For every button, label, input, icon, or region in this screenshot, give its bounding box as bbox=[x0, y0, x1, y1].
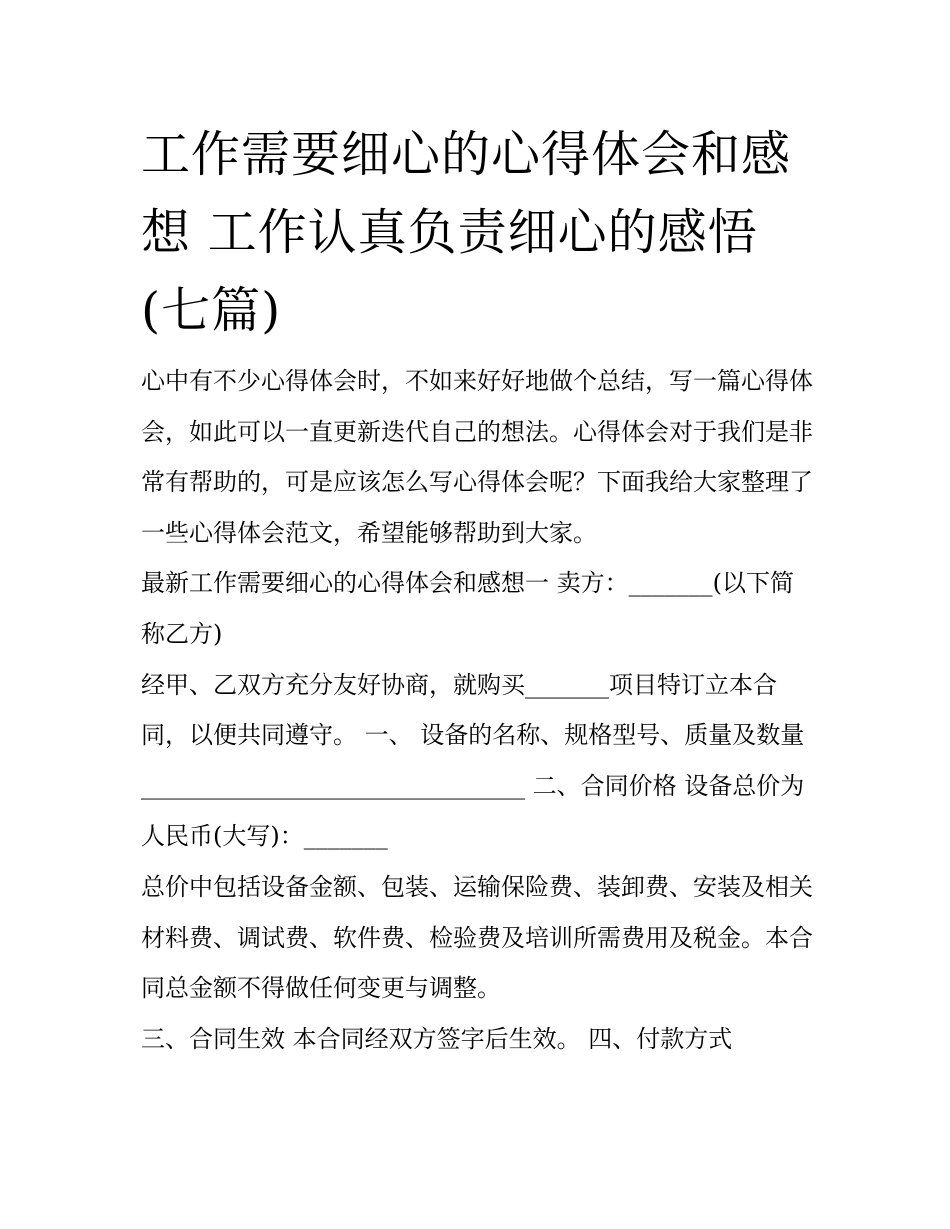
document-body bbox=[141, 356, 813, 1064]
paragraph-effective: 三、合同生效 本合同经双方签字后生效。 四、付款方式 bbox=[141, 1024, 733, 1053]
paragraph-price-details: 总价中包括设备金额、包装、运输保险费、装卸费、安装及相关材料费、调试费、软件费、检验费及培训所需费用及税金。本合同总金额不得做任何变更与调整。 bbox=[141, 872, 813, 1003]
paragraph-agreement: 经甲、乙双方充分友好协商，就购买_______项目特订立本合同，以便共同遵守。 一、 设备的名称、规格型号、质量及数量 bbox=[141, 670, 805, 750]
paragraph-intro: 心中有不少心得体会时，不如来好好地做个总结，写一篇心得体会，如此可以一直更新迭代自己的想法。心得体会对于我们是非常有帮助的，可是应该怎么写心得体会呢？下面我给大家整理了一些心得体会范文，希望能够帮助到大家。 bbox=[141, 367, 813, 547]
document-title: 工作需要细心的心得体会和感想 工作认真负责细心的感悟(七篇) bbox=[141, 126, 792, 339]
paragraph-price: ________________________________ 二、合同价格 设备总价为人民币(大写)：_______ bbox=[141, 771, 805, 851]
paragraph-seller: 最新工作需要细心的心得体会和感想一 卖方：_______(以下简称乙方) bbox=[141, 569, 794, 648]
